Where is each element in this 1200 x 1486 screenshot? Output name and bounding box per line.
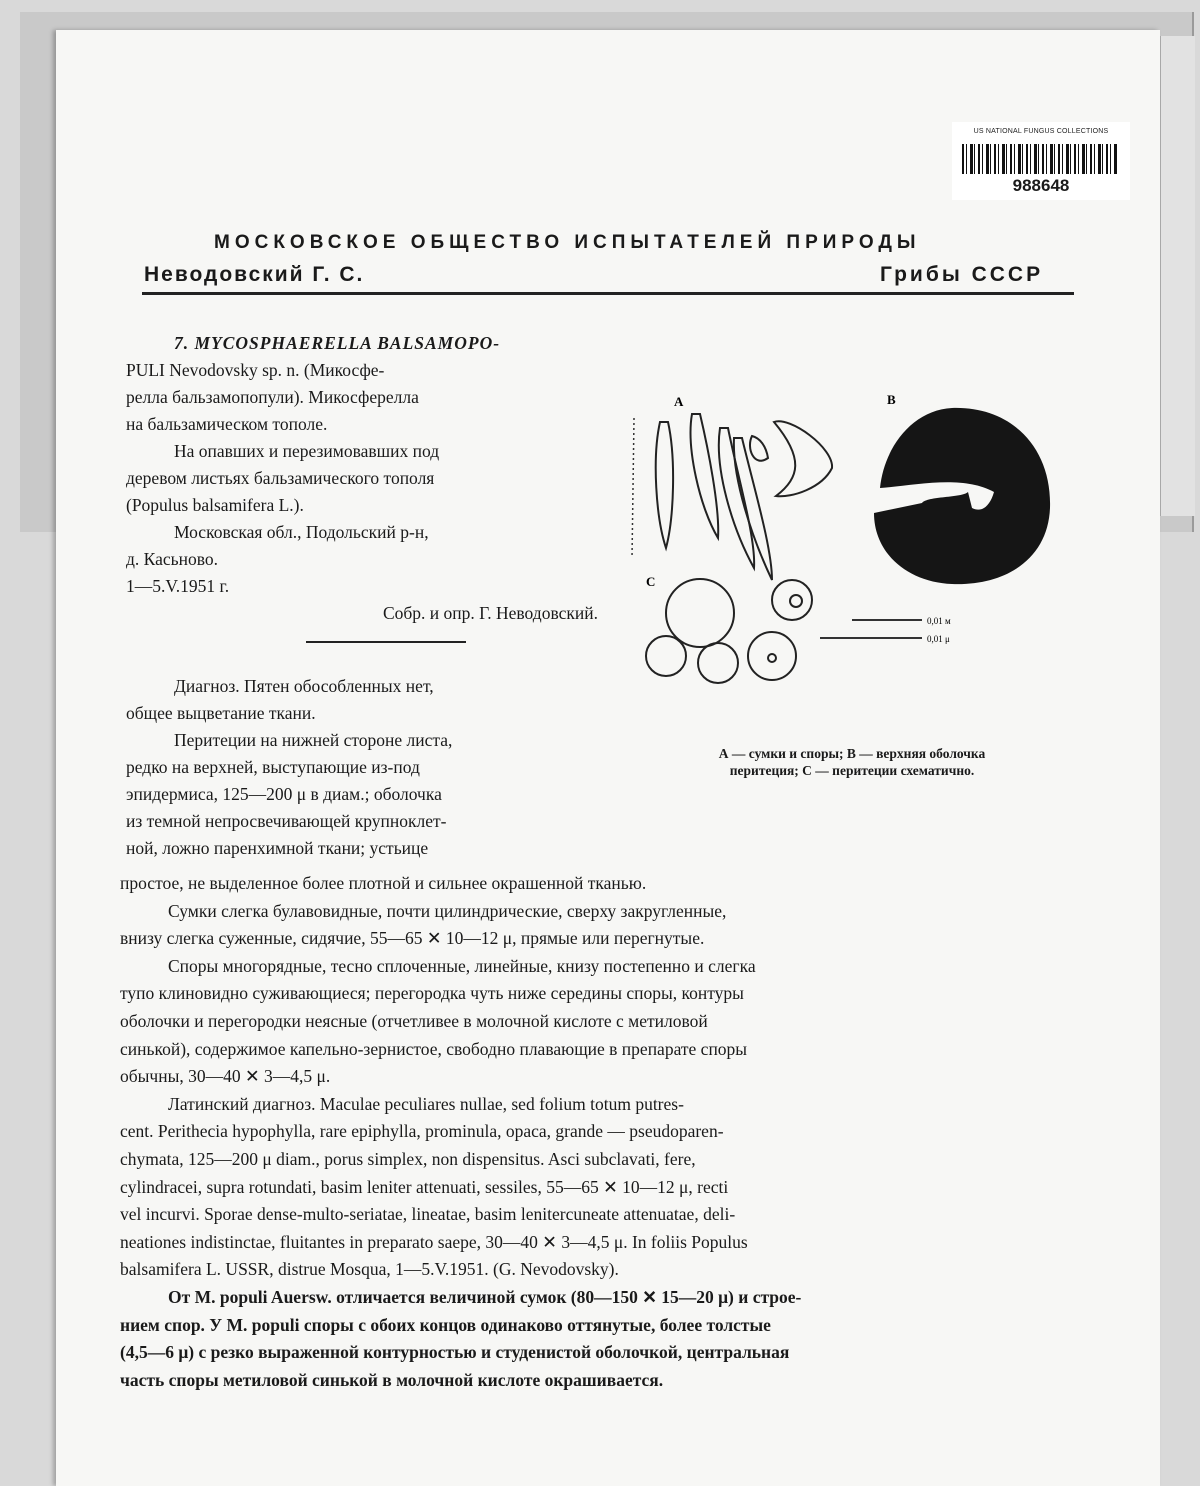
scale-label-1: 0,01 м	[927, 616, 951, 626]
body-line: тупо клиновидно суживающиеся; перегородка чуть ниже середины споры, контуры	[120, 983, 744, 1004]
body-line: внизу слегка суженные, сидячие, 55—65 ✕ 10—12 μ, прямые или перегнутые.	[120, 928, 705, 949]
latin-diagnosis-line: Латинский диагноз. Maculae peculiares nullae, sed folium totum putres-	[168, 1093, 684, 1114]
scale-bar-vertical	[632, 418, 634, 558]
body-line: Споры многорядные, тесно сплоченные, линейные, книзу постепенно и слегка	[168, 955, 756, 976]
body-line: синькой), содержимое капельно-зернистое, свободно плавающие в препарате споры	[120, 1038, 748, 1059]
diagnosis-line: Перитеции на нижней стороне листа,	[174, 730, 453, 750]
species-russian-name-cont: на бальзамическом тополе.	[126, 414, 328, 434]
header-rule	[142, 292, 1074, 295]
separator-rule	[306, 641, 466, 643]
figure-label-b: B	[887, 392, 896, 407]
latin-diagnosis-line: chymata, 125—200 μ diam., porus simplex, non dispensitus. Asci subclavati, fere,	[120, 1148, 696, 1169]
comparison-line: (4,5—6 μ) с резко выраженной контурностью и студенистой оболочкой, центральная	[120, 1342, 790, 1363]
diagnosis-line: Диагноз. Пятен обособленных нет,	[174, 676, 434, 696]
locality-line: д. Касьново.	[126, 549, 218, 569]
caption-line: перитеция; С — перитеции схематично.	[729, 763, 975, 778]
series-title: Грибы СССР	[880, 263, 1044, 286]
latin-diagnosis-line: cylindracei, supra rotundati, basim leniter attenuati, sessiles, 55—65 ✕ 10—12 μ, recti	[120, 1176, 729, 1197]
diagnosis-line: ной, ложно паренхимной ткани; устьице	[126, 838, 429, 858]
locality-line: Московская обл., Подольский р-н,	[174, 522, 429, 542]
barcode-icon	[962, 144, 1118, 174]
entry-column	[126, 330, 598, 862]
diagnosis-line: общее выцветание ткани.	[126, 703, 316, 723]
barcode-label	[952, 122, 1130, 200]
body-line: простое, не выделенное более плотной и сильнее окрашенной тканью.	[120, 873, 647, 893]
spore-illustration	[622, 388, 1072, 718]
asci-drawing	[656, 414, 832, 580]
latin-diagnosis-line: cent. Perithecia hypophylla, rare epiphylla, prominula, opaca, grande — pseudoparen-	[120, 1121, 724, 1142]
comparison-line: нием спор. У M. populi споры с обоих концов одинаково оттянутые, более толстые	[120, 1314, 771, 1335]
diagnosis-line: редко на верхней, выступающие из-под	[126, 757, 420, 777]
habitat-line: деревом листьях бальзамического тополя	[126, 468, 435, 488]
barcode-institution: US NATIONAL FUNGUS COLLECTIONS	[973, 128, 1109, 135]
perithecia-drawing	[646, 579, 812, 683]
figure-label-a: A	[674, 394, 684, 409]
folder-tab	[1160, 36, 1195, 516]
collection-date: 1—5.V.1951 г.	[126, 576, 230, 596]
comparison-line: часть споры метиловой синькой в молочной кислоте окрашивается.	[120, 1369, 664, 1390]
latin-diagnosis-line: balsamifera L. USSR, distrue Mosqua, 1—5.V.1951. (G. Nevodovsky).	[120, 1259, 619, 1280]
body-line: обычны, 30—40 ✕ 3—4,5 μ.	[120, 1066, 331, 1087]
comparison-line: От M. populi Auersw. отличается величиной сумок (80—150 ✕ 15—20 μ) и строе-	[168, 1286, 802, 1307]
peritheciul-wall-drawing	[874, 408, 1050, 584]
body-line: Сумки слегка булавовидные, почти цилиндрические, сверху закругленные,	[168, 900, 727, 921]
description-body	[120, 870, 1076, 1394]
author-name: Неводовский Г. С.	[144, 263, 365, 286]
species-title: 7. MYCOSPHAERELLA BALSAMOPO-	[174, 333, 501, 353]
diagnosis-line: из темной непросвечивающей крупноклет-	[126, 811, 447, 831]
barcode-number: 988648	[1012, 176, 1070, 195]
latin-diagnosis-line: vel incurvi. Sporae dense-multo-seriatae, lineatae, basim lenitercuneate attenuatae, deli-	[120, 1204, 736, 1225]
caption-line: А — сумки и споры; В — верхняя оболочка	[718, 746, 986, 761]
society-heading: МОСКОВСКОЕ ОБЩЕСТВО ИСПЫТАТЕЛЕЙ ПРИРОДЫ	[214, 232, 921, 253]
habitat-line: На опавших и перезимовавших под	[174, 441, 440, 461]
latin-diagnosis-line: neationes indistinctae, fluitantes in preparato saepe, 30—40 ✕ 3—4,5 μ. In foliis Populus	[120, 1231, 748, 1252]
habitat-line: (Populus balsamifera L.).	[126, 495, 304, 515]
figure-label-c: C	[646, 574, 656, 589]
species-russian-name: релла бальзамопопули). Микосферелла	[126, 387, 419, 407]
body-line: оболочки и перегородки неясные (отчетливее в молочной кислоте с метиловой	[120, 1010, 708, 1031]
collector-line: Собр. и опр. Г. Неводовский.	[382, 603, 598, 623]
scale-label-2: 0,01 μ	[927, 634, 950, 644]
figure-caption	[632, 745, 1072, 779]
diagnosis-line: эпидермиса, 125—200 μ в диам.; оболочка	[126, 784, 442, 804]
species-title-cont: PULI Nevodovsky sp. n. (Микосфе-	[126, 360, 385, 380]
